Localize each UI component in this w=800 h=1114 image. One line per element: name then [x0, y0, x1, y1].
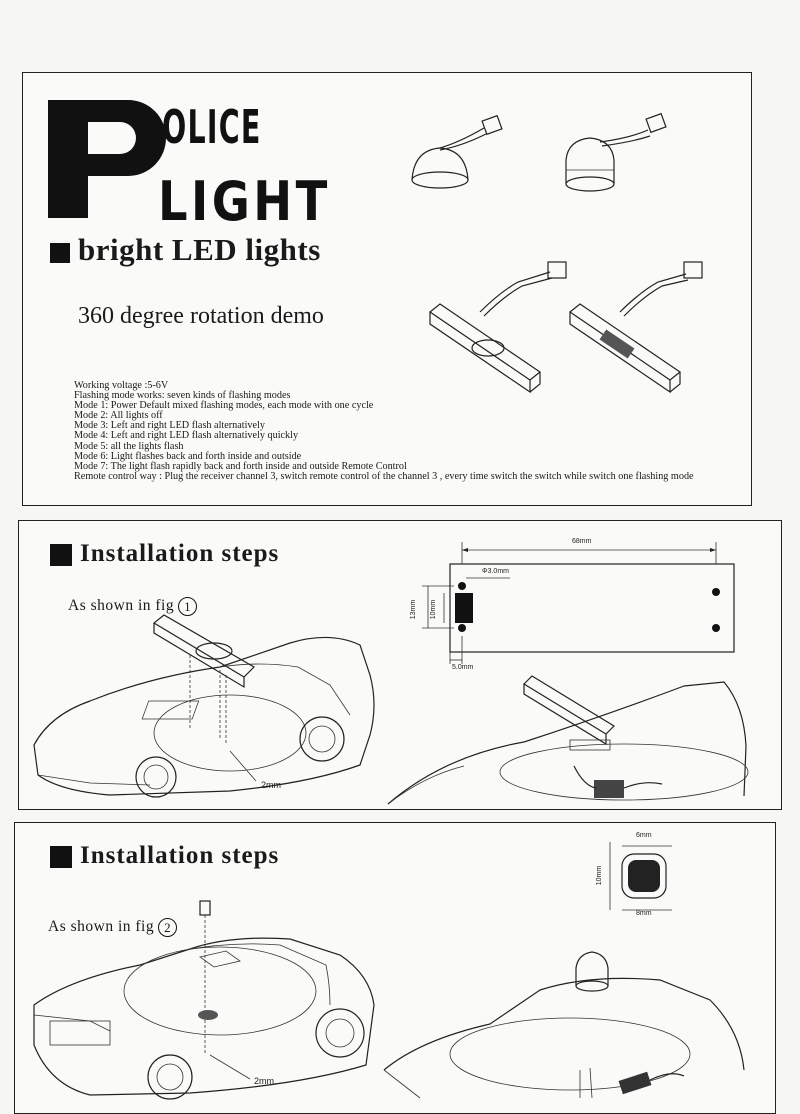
- product-illustrations: [400, 112, 720, 412]
- rotation-demo-text: 360 degree rotation demo: [78, 303, 324, 329]
- spec-line: Remote control way : Plug the receiver channel 3, switch remote control of the channel 3 , every time switch the switch while switch one flashing mode: [74, 470, 694, 482]
- bullet-square-icon: [50, 544, 72, 566]
- dim-drill-label: 2mm: [261, 780, 281, 790]
- spec-line: Mode 4: Left and right LED flash alternatively quickly: [74, 430, 299, 442]
- logo-word-light: LIGHT: [158, 170, 331, 233]
- spec-line: Mode 2: All lights off: [74, 410, 163, 422]
- spec-line: Mode 6: Light flashes back and forth inside and outside: [74, 450, 302, 462]
- spec-line: Mode 7: The light flash rapidly back and forth inside and outside Remote Control: [74, 460, 407, 472]
- logo-letter-p: [48, 100, 168, 220]
- dim-height-label: 13mm: [410, 599, 418, 620]
- car-install-figure-2: [30, 895, 380, 1100]
- spec-line: Flashing mode works: seven kinds of flashing modes: [74, 390, 291, 402]
- car-install-figure-1: [30, 615, 400, 805]
- fig-number-badge: 1: [178, 597, 197, 616]
- bullet-square-icon: [50, 243, 70, 263]
- dim-width-label: 68mm: [572, 538, 592, 545]
- bright-led-heading: [50, 232, 321, 268]
- spec-line: Working voltage :5-6V: [74, 380, 169, 391]
- dim-inner-label: 10mm: [430, 599, 438, 620]
- fig-number-badge: 2: [158, 918, 177, 937]
- spec-line: Mode 3: Left and right LED flash alternatively: [74, 420, 265, 432]
- installation-heading-text: Installation steps: [80, 842, 280, 869]
- spec-line: Mode 5: all the lights flash: [74, 440, 184, 452]
- installation-steps-heading: [50, 842, 279, 870]
- fig-caption: As shown in fig 1: [68, 597, 197, 616]
- dim-top-label: 6mm: [636, 832, 652, 839]
- logo-word-olice: OLICE: [162, 100, 262, 154]
- dim-hole-label: Φ3.0mm: [482, 568, 509, 575]
- bright-led-heading-text: bright LED lights: [78, 232, 321, 267]
- dim-bottom-label: 8mm: [636, 910, 652, 917]
- light-bar-icon: [430, 262, 566, 392]
- dim-offset-label: 5.0mm: [452, 664, 474, 671]
- base-template-diagram: [600, 836, 680, 916]
- car-wiring-figure-1: [384, 676, 764, 808]
- dim-side-label: 10mm: [596, 865, 604, 886]
- car-wiring-figure-2: [380, 950, 760, 1100]
- installation-steps-heading: [50, 540, 279, 568]
- dim-drill-label: 2mm.: [254, 1076, 277, 1086]
- mounting-template-diagram: [410, 536, 750, 676]
- dome-light-icon: [412, 116, 502, 188]
- light-bar-icon: [570, 262, 702, 392]
- beacon-light-icon: [566, 114, 666, 191]
- bullet-square-icon: [50, 846, 72, 868]
- installation-heading-text: Installation steps: [80, 540, 280, 567]
- fig-caption: As shown in fig 2: [48, 918, 177, 937]
- spec-line: Mode 1: Power Default mixed flashing modes, each mode with one cycle: [74, 400, 374, 412]
